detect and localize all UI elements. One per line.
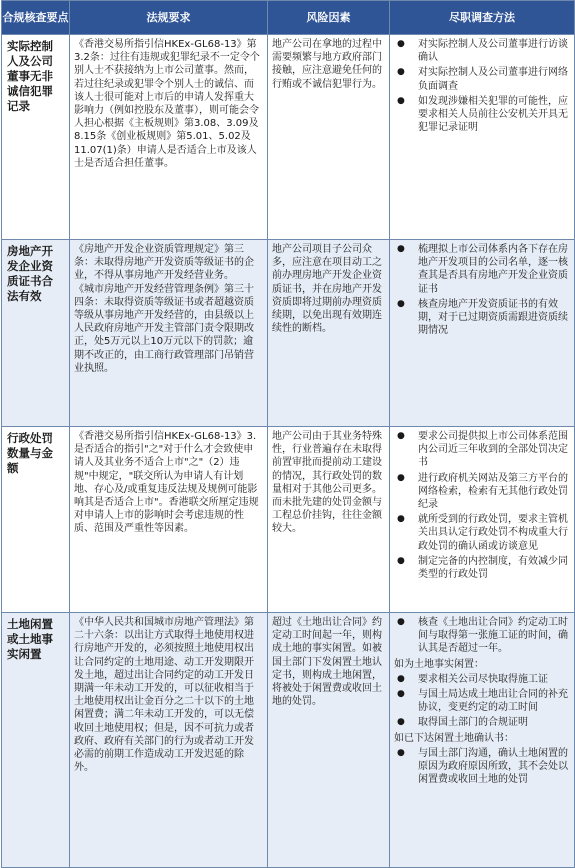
list-item: ● 对实际控制人及公司董事进行网络负面调查 bbox=[397, 67, 568, 92]
method-subheading: 如已下达闲置土地确认书： bbox=[394, 732, 514, 744]
method-cell bbox=[390, 35, 575, 240]
bullet-icon: ● bbox=[397, 689, 405, 700]
method-list bbox=[390, 747, 574, 791]
list-item: ● 与国土局达成土地出让合同的补充协议，变更约定的动工时间 bbox=[397, 689, 568, 714]
bullet-icon: ● bbox=[397, 431, 405, 441]
method-list bbox=[390, 427, 574, 585]
bullet-icon: ● bbox=[397, 67, 405, 78]
list-item: ● 制定完备的内控制度，有效减少同类型的行政处罚 bbox=[397, 555, 568, 581]
risk-factor-cell bbox=[268, 240, 390, 427]
method-cell bbox=[390, 427, 575, 613]
compliance-point: 实际控制人及公司董事无非诚信犯罪记录 bbox=[7, 39, 53, 113]
header-risk-factor: 风险因素 bbox=[268, 1, 390, 35]
risk-factor: 地产公司项目子公司众多，应注意在项目动工之前办理房地产开发企业资质证书，并在房地产开发资质即将过期前办理资质续期，以免出现有效期连续性的断档。 bbox=[272, 244, 382, 335]
bullet-icon: ● bbox=[397, 95, 405, 106]
legal-requirement: 《香港交易所指引信HKEx-GL68-13》3.是否适合的指引"之"对于什么才会致使申请人及其业务不适合上市"之"（2）违规"中规定，"联交所认为申请人有计划地、存心及/或重复违反法规及规例可能影响其是否适合上市"。香港联交所厘定违规对申请人上市的影响时会考虑违规的性质、范围及严重性等因素。 bbox=[74, 431, 259, 535]
risk-factor-cell bbox=[268, 427, 390, 613]
list-item: ● 要求相关公司尽快取得施工证 bbox=[397, 673, 548, 685]
list-item: ● 取得国土部门的合规证明 bbox=[397, 717, 528, 729]
bullet-icon: ● bbox=[397, 244, 405, 254]
list-item: ● 进行政府机关网站及第三方平台的网络检索，检索有无其他行政处罚纪录 bbox=[397, 472, 568, 511]
method-cell bbox=[390, 240, 575, 427]
risk-factor: 地产公司在拿地的过程中需要频繁与地方政府部门接触，应注意避免任何的行贿或不诚信犯罪行为。 bbox=[272, 39, 382, 90]
risk-factor-cell bbox=[268, 35, 390, 240]
legal-requirement: 《房地产开发企业资质管理规定》第三条：未取得房地产开发资质等级证书的企业，不得从事房地产开发经营业务。 《城市房地产开发经营管理条例》第三十四条：未取得资质等级证书或者超越资质等级从事房地产开发经营的，由县级以上人民政府房地产开发主管部门责令限期改正，处5万元以上10万元以下的罚款；逾期不改正的，由工商行政管理部门吊销营业执照。 bbox=[74, 244, 254, 374]
legal-requirement: 《中华人民共和国城市房地产管理法》第二十六条：以出让方式取得土地使用权进行房地产开发的，必须按照土地使用权出让合同约定的土地用途、动工开发期限开发土地，超过出让合同约定的动工开发日期满一年未动工开发的，可以征收相当于土地使用权出让金百分之二十以下的土地闲置费；满二年未动工开发的，可以无偿收回土地使用权；但是，因不可抗力或者政府、政府有关部门的行为或者动工开发必需的前期工作造成动工开发迟延的除外。 bbox=[74, 617, 254, 774]
compliance-point-cell bbox=[2, 613, 70, 868]
bullet-icon: ● bbox=[397, 617, 405, 627]
risk-factor: 超过《土地出让合同》约定动工时间起一年，则构成土地的事实闲置。如被国土部门下发闲置土地认定书，则构成土地闲置，将被处于闲置费或收回土地的处罚。 bbox=[272, 617, 382, 708]
compliance-point-cell bbox=[2, 427, 70, 613]
bullet-icon: ● bbox=[397, 717, 405, 728]
compliance-point: 行政处罚数量与金额 bbox=[7, 431, 53, 475]
table-row bbox=[2, 240, 575, 427]
method-list bbox=[390, 240, 574, 341]
bullet-icon: ● bbox=[397, 472, 405, 483]
method-list bbox=[390, 673, 574, 730]
table-row bbox=[2, 427, 575, 613]
bullet-icon: ● bbox=[397, 555, 405, 566]
bullet-icon: ● bbox=[397, 514, 405, 525]
header-legal-requirement: 法规要求 bbox=[70, 1, 268, 35]
list-item: ● 与国土部门沟通，确认土地闲置的原因为政府原因所致，其不会处以闲置费或收回土地的处罚 bbox=[397, 747, 568, 786]
list-item: ● 核查《土地出让合同》约定动工时间与取得第一张施工证的时间，确认其是否超过一年。 bbox=[397, 617, 568, 655]
legal-requirement-cell bbox=[70, 427, 268, 613]
list-item: ● 要求公司提供拟上市公司体系范围内公司近三年收到的全部处罚决定书 bbox=[397, 431, 568, 469]
legal-requirement-cell bbox=[70, 35, 268, 240]
header-due-diligence-method: 尽职调查方法 bbox=[390, 1, 575, 35]
bullet-icon: ● bbox=[397, 39, 405, 49]
table-row bbox=[2, 35, 575, 240]
compliance-point-cell bbox=[2, 240, 70, 427]
bullet-icon: ● bbox=[397, 673, 405, 684]
bullet-icon: ● bbox=[397, 298, 405, 309]
risk-factor: 地产公司由于其业务特殊性，行业普遍存在未取得前置审批而提前动工建设的情况，其行政处罚的数量相对于其他公司更多。而未批先建的处罚金额与工程总价挂钩，往往金额较大。 bbox=[272, 431, 382, 535]
list-item: ● 梳理拟上市公司体系内各下存在房地产开发项目的公司名单，逐一核查其是否具有房地产开发企业资质证书 bbox=[397, 244, 568, 295]
compliance-table bbox=[1, 0, 575, 868]
list-item: ● 对实际控制人及公司董事进行访谈确认 bbox=[397, 39, 568, 64]
method-subheading: 如为土地事实闲置： bbox=[394, 658, 484, 670]
table-row bbox=[2, 613, 575, 868]
compliance-point: 房地产开发企业资质证书合法有效 bbox=[7, 244, 53, 303]
bullet-icon: ● bbox=[397, 747, 405, 758]
table-header-row bbox=[2, 1, 575, 35]
method-list bbox=[390, 35, 574, 138]
method-cell bbox=[390, 613, 575, 868]
compliance-point-cell bbox=[2, 35, 70, 240]
list-item: ● 核查房地产开发资质证书的有效期，对于已过期资质需跟进资质续期情况 bbox=[397, 298, 568, 337]
risk-factor-cell bbox=[268, 613, 390, 868]
compliance-point: 土地闲置或土地事实闲置 bbox=[7, 617, 53, 661]
legal-requirement: 《香港交易所指引信HKEx-GL68-13》第3.2条：过往有违规或犯罪纪录不一定令个别人士不获接纳为上市公司董事。然而，若过往纪录或犯罪令个别人士的诚信、而该人士很可能对上市后的申请人发挥重大影响力（例如控股东及董事），则可能会令人担心根据《主板规则》第3.08、3.09及8.15条《创业板规则》第5.01、5.02及11.07(1)条）申请人是否适合上市及该人士是否适合担任董事。 bbox=[74, 39, 260, 169]
method-list bbox=[390, 613, 574, 656]
header-compliance-point: 合规核查要点 bbox=[2, 1, 70, 35]
list-item: ● 就所受到的行政处罚，要求主管机关出具认定行政处罚不构成重大行政处罚的确认函或访谈意见 bbox=[397, 514, 568, 552]
legal-requirement-cell bbox=[70, 240, 268, 427]
legal-requirement-cell bbox=[70, 613, 268, 868]
list-item: ● 如发现涉嫌相关犯罪的可能性，应要求相关人员前往公安机关开具无犯罪记录证明 bbox=[397, 95, 568, 134]
